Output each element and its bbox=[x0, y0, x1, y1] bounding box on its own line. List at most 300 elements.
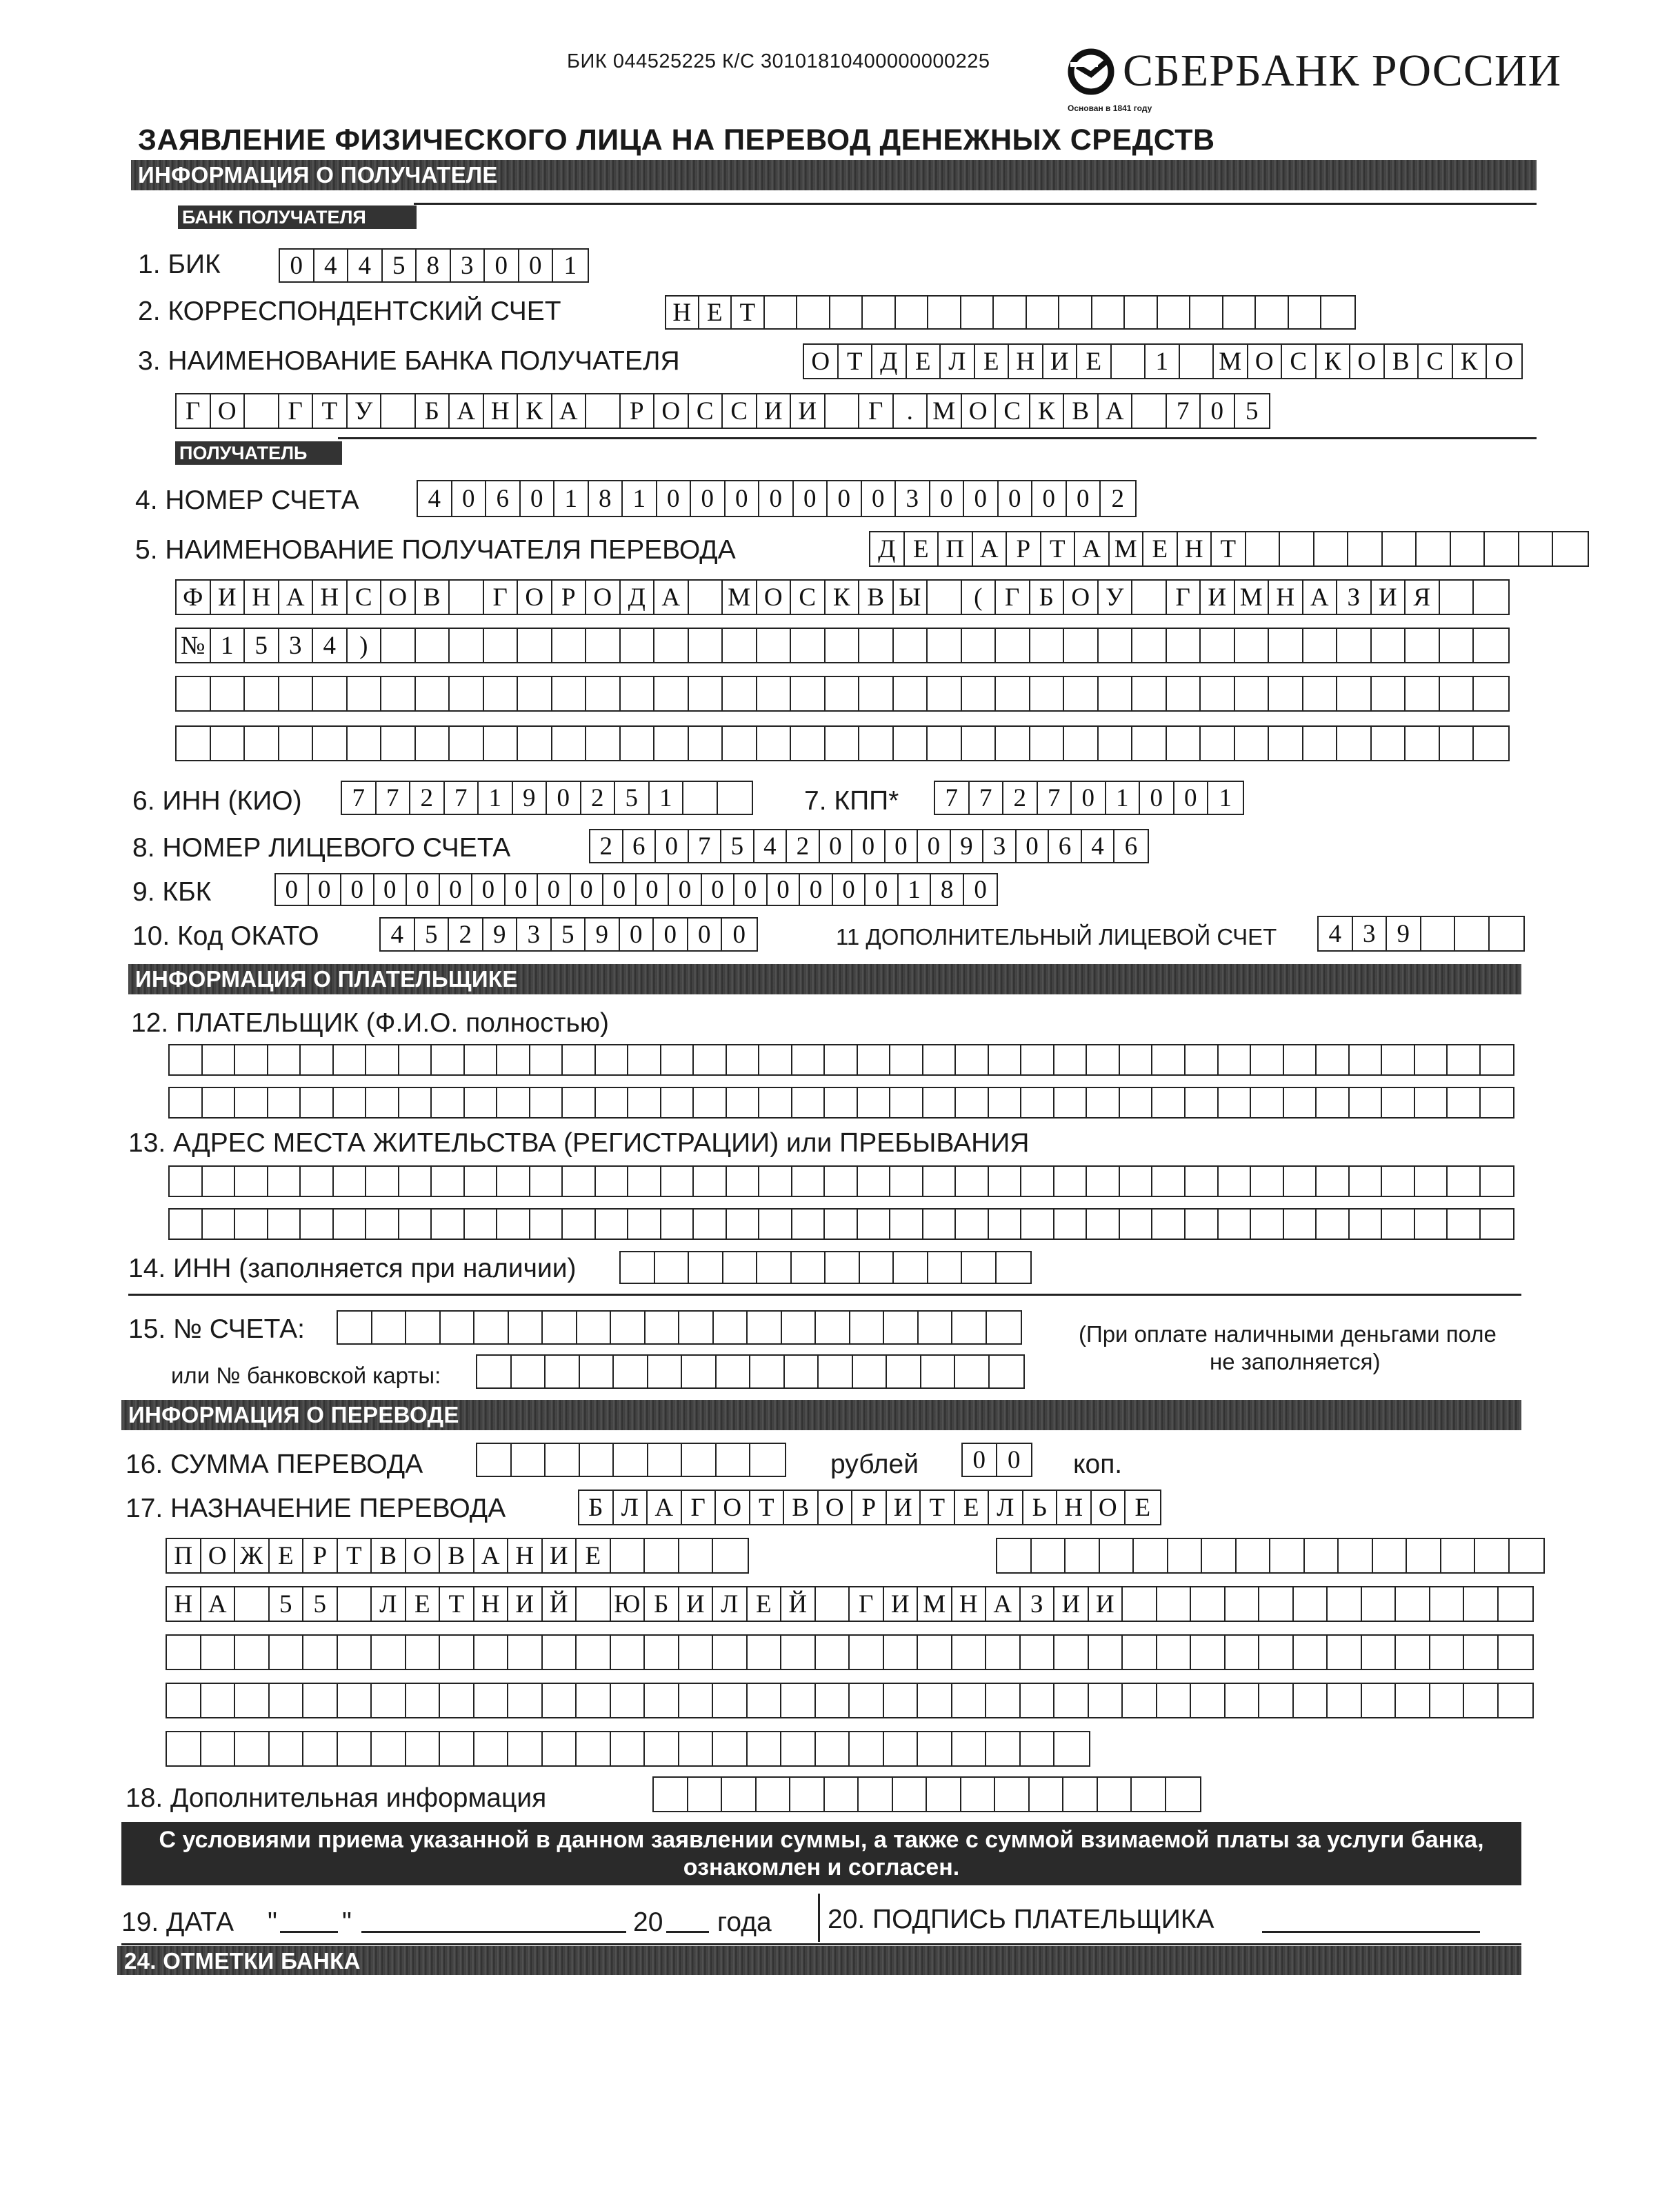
char-cell[interactable] bbox=[1120, 1045, 1153, 1074]
char-cell[interactable]: 0 bbox=[341, 874, 374, 905]
char-cell[interactable] bbox=[1337, 677, 1372, 710]
char-cell[interactable] bbox=[884, 1684, 919, 1717]
char-cell[interactable] bbox=[372, 1684, 406, 1717]
char-cell[interactable]: Н bbox=[1178, 532, 1212, 565]
char-cell[interactable] bbox=[723, 727, 757, 760]
char-cell[interactable] bbox=[661, 1088, 694, 1117]
char-cell[interactable] bbox=[782, 1312, 817, 1343]
char-cell[interactable]: Н bbox=[666, 297, 699, 328]
char-cell[interactable] bbox=[1350, 1210, 1383, 1239]
char-cell[interactable] bbox=[543, 1636, 577, 1669]
char-cell[interactable] bbox=[694, 1167, 727, 1196]
char-cell[interactable] bbox=[757, 727, 792, 760]
char-cell[interactable] bbox=[1348, 532, 1383, 565]
char-cell[interactable] bbox=[270, 1732, 304, 1765]
char-cell[interactable]: 0 bbox=[963, 1444, 997, 1476]
address-line2[interactable] bbox=[168, 1208, 1514, 1240]
char-cell[interactable] bbox=[727, 1210, 760, 1239]
char-cell[interactable]: 9 bbox=[951, 830, 984, 862]
char-cell[interactable] bbox=[1100, 1539, 1134, 1572]
payer-inn-field[interactable] bbox=[619, 1251, 1032, 1284]
char-cell[interactable] bbox=[1382, 1088, 1415, 1117]
char-cell[interactable]: 0 bbox=[866, 874, 899, 905]
char-cell[interactable] bbox=[1448, 1210, 1481, 1239]
char-cell[interactable] bbox=[654, 727, 689, 760]
char-cell[interactable] bbox=[1191, 1684, 1226, 1717]
char-cell[interactable] bbox=[1054, 1167, 1088, 1196]
char-cell[interactable]: А bbox=[973, 532, 1008, 565]
char-cell[interactable] bbox=[406, 1732, 441, 1765]
char-cell[interactable] bbox=[1066, 1539, 1100, 1572]
char-cell[interactable] bbox=[1186, 1045, 1219, 1074]
char-cell[interactable] bbox=[717, 1356, 751, 1387]
char-cell[interactable] bbox=[1440, 727, 1474, 760]
char-cell[interactable] bbox=[1054, 1045, 1088, 1074]
char-cell[interactable] bbox=[989, 1210, 1022, 1239]
char-cell[interactable]: К bbox=[826, 581, 860, 614]
char-cell[interactable] bbox=[577, 1684, 611, 1717]
char-cell[interactable] bbox=[853, 1356, 888, 1387]
char-cell[interactable] bbox=[918, 1732, 952, 1765]
char-cell[interactable] bbox=[1269, 677, 1303, 710]
char-cell[interactable] bbox=[1383, 532, 1417, 565]
char-cell[interactable]: Ж bbox=[235, 1539, 270, 1572]
char-cell[interactable] bbox=[1027, 297, 1060, 328]
char-cell[interactable] bbox=[997, 1252, 1031, 1283]
char-cell[interactable]: 0 bbox=[506, 874, 539, 905]
char-cell[interactable] bbox=[928, 297, 961, 328]
char-cell[interactable]: 0 bbox=[691, 481, 726, 516]
char-cell[interactable] bbox=[1087, 1088, 1120, 1117]
char-cell[interactable] bbox=[923, 1210, 957, 1239]
char-cell[interactable] bbox=[1219, 1167, 1252, 1196]
char-cell[interactable] bbox=[406, 1636, 441, 1669]
char-cell[interactable]: А bbox=[986, 1587, 1021, 1621]
char-cell[interactable] bbox=[1132, 394, 1167, 428]
card-number-field[interactable] bbox=[476, 1354, 1025, 1389]
char-cell[interactable] bbox=[989, 1088, 1022, 1117]
char-cell[interactable]: Е bbox=[975, 345, 1010, 378]
kpp-field[interactable] bbox=[934, 781, 1244, 815]
char-cell[interactable] bbox=[859, 727, 894, 760]
char-cell[interactable] bbox=[1481, 1045, 1514, 1074]
char-cell[interactable] bbox=[563, 1088, 596, 1117]
char-cell[interactable]: О bbox=[518, 581, 552, 614]
char-cell[interactable] bbox=[399, 1088, 432, 1117]
char-cell[interactable]: З bbox=[1337, 581, 1372, 614]
char-cell[interactable] bbox=[1167, 727, 1201, 760]
char-cell[interactable] bbox=[1317, 1088, 1350, 1117]
char-cell[interactable] bbox=[1251, 1210, 1284, 1239]
recipient-name-line1[interactable] bbox=[869, 531, 1589, 567]
char-cell[interactable] bbox=[952, 1684, 987, 1717]
char-cell[interactable] bbox=[887, 1356, 921, 1387]
char-cell[interactable]: 1 bbox=[623, 481, 657, 516]
char-cell[interactable] bbox=[577, 1636, 611, 1669]
char-cell[interactable]: Е bbox=[905, 532, 939, 565]
char-cell[interactable] bbox=[1167, 677, 1201, 710]
char-cell[interactable]: С bbox=[996, 394, 1030, 428]
char-cell[interactable] bbox=[858, 1045, 891, 1074]
char-cell[interactable]: О bbox=[804, 345, 839, 378]
char-cell[interactable] bbox=[995, 1778, 1030, 1811]
char-cell[interactable] bbox=[1099, 629, 1133, 662]
char-cell[interactable]: . bbox=[894, 394, 928, 428]
char-cell[interactable] bbox=[1481, 1210, 1514, 1239]
char-cell[interactable]: С bbox=[791, 581, 826, 614]
char-cell[interactable]: И bbox=[1043, 345, 1078, 378]
char-cell[interactable] bbox=[1396, 1684, 1430, 1717]
char-cell[interactable] bbox=[1421, 917, 1456, 950]
char-cell[interactable] bbox=[1087, 1167, 1120, 1196]
char-cell[interactable]: 0 bbox=[794, 481, 828, 516]
char-cell[interactable] bbox=[450, 581, 484, 614]
char-cell[interactable] bbox=[268, 1088, 301, 1117]
char-cell[interactable] bbox=[543, 1732, 577, 1765]
char-cell[interactable] bbox=[723, 677, 757, 710]
char-cell[interactable] bbox=[211, 727, 246, 760]
char-cell[interactable] bbox=[727, 1167, 760, 1196]
char-cell[interactable] bbox=[850, 1732, 884, 1765]
char-cell[interactable] bbox=[713, 1636, 748, 1669]
char-cell[interactable] bbox=[474, 1636, 509, 1669]
char-cell[interactable]: 1 bbox=[479, 782, 513, 814]
char-cell[interactable] bbox=[167, 1732, 201, 1765]
char-cell[interactable] bbox=[894, 629, 928, 662]
char-cell[interactable] bbox=[1054, 1684, 1089, 1717]
char-cell[interactable] bbox=[679, 1539, 714, 1572]
char-cell[interactable] bbox=[722, 1778, 757, 1811]
char-cell[interactable] bbox=[791, 629, 826, 662]
char-cell[interactable] bbox=[338, 1636, 372, 1669]
purpose-line5[interactable] bbox=[166, 1683, 1534, 1718]
char-cell[interactable] bbox=[614, 1444, 648, 1476]
char-cell[interactable]: 3 bbox=[1353, 917, 1388, 950]
char-cell[interactable]: Ю bbox=[611, 1587, 646, 1621]
char-cell[interactable]: Г bbox=[996, 581, 1030, 614]
char-cell[interactable] bbox=[552, 677, 587, 710]
char-cell[interactable]: 5 bbox=[415, 919, 450, 950]
char-cell[interactable] bbox=[1235, 677, 1270, 710]
char-cell[interactable]: 0 bbox=[930, 481, 965, 516]
char-cell[interactable] bbox=[816, 1636, 850, 1669]
char-cell[interactable] bbox=[614, 1356, 648, 1387]
char-cell[interactable]: А bbox=[1075, 532, 1110, 565]
char-cell[interactable] bbox=[432, 1045, 465, 1074]
char-cell[interactable]: Н bbox=[313, 581, 348, 614]
char-cell[interactable]: А bbox=[474, 1539, 509, 1572]
char-cell[interactable]: 0 bbox=[538, 874, 571, 905]
char-cell[interactable] bbox=[1120, 1088, 1153, 1117]
char-cell[interactable]: Г bbox=[484, 581, 519, 614]
char-cell[interactable] bbox=[552, 727, 587, 760]
char-cell[interactable]: И bbox=[1054, 1587, 1089, 1621]
char-cell[interactable] bbox=[792, 1045, 826, 1074]
char-cell[interactable]: Г bbox=[279, 394, 314, 428]
char-cell[interactable]: 0 bbox=[485, 250, 519, 281]
char-cell[interactable]: Г bbox=[177, 394, 211, 428]
char-cell[interactable] bbox=[245, 677, 279, 710]
char-cell[interactable] bbox=[1063, 1778, 1098, 1811]
char-cell[interactable] bbox=[1303, 629, 1338, 662]
char-cell[interactable]: К bbox=[1317, 345, 1351, 378]
char-cell[interactable]: Л bbox=[941, 345, 975, 378]
char-cell[interactable]: 2 bbox=[410, 782, 445, 814]
char-cell[interactable] bbox=[1475, 1539, 1510, 1572]
char-cell[interactable] bbox=[348, 727, 382, 760]
char-cell[interactable] bbox=[816, 1587, 850, 1621]
char-cell[interactable]: 6 bbox=[486, 481, 521, 516]
char-cell[interactable]: 0 bbox=[862, 481, 897, 516]
corr-account-field[interactable] bbox=[665, 295, 1356, 330]
char-cell[interactable] bbox=[381, 394, 416, 428]
char-cell[interactable] bbox=[956, 1167, 989, 1196]
char-cell[interactable] bbox=[628, 1045, 661, 1074]
char-cell[interactable]: Й bbox=[781, 1587, 816, 1621]
char-cell[interactable] bbox=[1415, 1045, 1448, 1074]
char-cell[interactable] bbox=[890, 1088, 923, 1117]
char-cell[interactable] bbox=[334, 1167, 367, 1196]
char-cell[interactable] bbox=[1089, 1684, 1123, 1717]
char-cell[interactable] bbox=[497, 1167, 530, 1196]
char-cell[interactable]: 0 bbox=[452, 481, 487, 516]
char-cell[interactable] bbox=[694, 1210, 727, 1239]
char-cell[interactable] bbox=[201, 1732, 236, 1765]
char-cell[interactable]: Ь bbox=[1023, 1491, 1058, 1524]
char-cell[interactable] bbox=[994, 297, 1027, 328]
char-cell[interactable] bbox=[1284, 1210, 1317, 1239]
char-cell[interactable] bbox=[1510, 1539, 1544, 1572]
char-cell[interactable] bbox=[816, 1732, 850, 1765]
char-cell[interactable]: 5 bbox=[1246, 397, 1259, 425]
char-cell[interactable] bbox=[997, 1539, 1032, 1572]
date-year-line[interactable] bbox=[666, 1931, 709, 1933]
char-cell[interactable] bbox=[432, 1210, 465, 1239]
char-cell[interactable]: О bbox=[819, 1491, 853, 1524]
char-cell[interactable] bbox=[372, 1636, 406, 1669]
char-cell[interactable] bbox=[1321, 297, 1354, 328]
char-cell[interactable] bbox=[474, 1312, 509, 1343]
char-cell[interactable]: 0 bbox=[999, 481, 1033, 516]
char-cell[interactable] bbox=[1152, 1167, 1186, 1196]
date-day-line[interactable] bbox=[280, 1931, 338, 1933]
char-cell[interactable] bbox=[586, 727, 621, 760]
char-cell[interactable] bbox=[826, 394, 860, 428]
char-cell[interactable] bbox=[399, 1210, 432, 1239]
char-cell[interactable]: Д bbox=[621, 581, 655, 614]
char-cell[interactable]: 0 bbox=[800, 874, 833, 905]
char-cell[interactable] bbox=[1166, 1778, 1201, 1811]
char-cell[interactable] bbox=[1337, 727, 1372, 760]
char-cell[interactable]: 6 bbox=[623, 830, 657, 862]
char-cell[interactable] bbox=[1455, 917, 1490, 950]
char-cell[interactable] bbox=[235, 1045, 268, 1074]
char-cell[interactable] bbox=[956, 1088, 989, 1117]
char-cell[interactable]: Т bbox=[750, 1491, 785, 1524]
char-cell[interactable] bbox=[440, 1732, 474, 1765]
char-cell[interactable] bbox=[381, 727, 416, 760]
char-cell[interactable]: Р bbox=[852, 1491, 887, 1524]
char-cell[interactable] bbox=[303, 1636, 338, 1669]
payer-name-line2[interactable] bbox=[168, 1087, 1514, 1119]
char-cell[interactable] bbox=[1481, 1167, 1514, 1196]
char-cell[interactable]: 5 bbox=[270, 1587, 304, 1621]
char-cell[interactable] bbox=[338, 1587, 372, 1621]
char-cell[interactable] bbox=[713, 1539, 748, 1572]
char-cell[interactable] bbox=[268, 1045, 301, 1074]
char-cell[interactable]: 3 bbox=[451, 250, 486, 281]
char-cell[interactable]: Н bbox=[167, 1587, 201, 1621]
char-cell[interactable] bbox=[366, 1167, 399, 1196]
char-cell[interactable] bbox=[450, 677, 484, 710]
char-cell[interactable]: 2 bbox=[590, 830, 623, 862]
char-cell[interactable] bbox=[648, 1356, 683, 1387]
char-cell[interactable] bbox=[1474, 727, 1508, 760]
char-cell[interactable] bbox=[1132, 677, 1167, 710]
char-cell[interactable]: 0 bbox=[1067, 481, 1101, 516]
char-cell[interactable] bbox=[1054, 1636, 1089, 1669]
char-cell[interactable] bbox=[748, 1312, 782, 1343]
purpose-line2-right[interactable] bbox=[996, 1538, 1545, 1574]
char-cell[interactable] bbox=[689, 581, 723, 614]
char-cell[interactable]: Н bbox=[245, 581, 279, 614]
char-cell[interactable]: 0 bbox=[688, 919, 723, 950]
char-cell[interactable]: 3 bbox=[896, 481, 930, 516]
char-cell[interactable] bbox=[1089, 1636, 1123, 1669]
char-cell[interactable] bbox=[1373, 1539, 1408, 1572]
char-cell[interactable] bbox=[518, 727, 552, 760]
char-cell[interactable] bbox=[530, 1088, 563, 1117]
char-cell[interactable]: М bbox=[1214, 345, 1248, 378]
char-cell[interactable]: Е bbox=[907, 345, 941, 378]
char-cell[interactable] bbox=[893, 1778, 928, 1811]
char-cell[interactable]: 0 bbox=[828, 481, 862, 516]
char-cell[interactable]: Н bbox=[484, 394, 519, 428]
char-cell[interactable] bbox=[923, 1088, 957, 1117]
char-cell[interactable] bbox=[1219, 1045, 1252, 1074]
char-cell[interactable] bbox=[497, 1045, 530, 1074]
char-cell[interactable] bbox=[961, 1778, 996, 1811]
char-cell[interactable]: Д bbox=[870, 532, 905, 565]
kbk-field[interactable] bbox=[274, 873, 998, 906]
char-cell[interactable] bbox=[1396, 1587, 1430, 1621]
char-cell[interactable] bbox=[465, 1210, 498, 1239]
char-cell[interactable]: В bbox=[1064, 394, 1099, 428]
char-cell[interactable] bbox=[987, 1312, 1021, 1343]
bik-field[interactable] bbox=[279, 248, 589, 283]
char-cell[interactable]: 0 bbox=[309, 874, 342, 905]
char-cell[interactable] bbox=[301, 1167, 334, 1196]
char-cell[interactable]: Е bbox=[748, 1587, 782, 1621]
char-cell[interactable] bbox=[661, 1045, 694, 1074]
char-cell[interactable]: 5 bbox=[383, 250, 417, 281]
char-cell[interactable] bbox=[894, 1252, 928, 1283]
char-cell[interactable]: Б bbox=[416, 394, 450, 428]
char-cell[interactable] bbox=[518, 677, 552, 710]
char-cell[interactable] bbox=[1256, 297, 1289, 328]
char-cell[interactable] bbox=[1417, 532, 1451, 565]
char-cell[interactable] bbox=[896, 297, 929, 328]
char-cell[interactable]: 5 bbox=[245, 629, 279, 662]
amount-kopecks-field[interactable] bbox=[961, 1443, 1032, 1477]
char-cell[interactable] bbox=[962, 727, 997, 760]
char-cell[interactable]: О bbox=[1350, 345, 1385, 378]
char-cell[interactable] bbox=[1191, 1587, 1226, 1621]
char-cell[interactable]: 0 bbox=[833, 874, 866, 905]
char-cell[interactable] bbox=[484, 677, 519, 710]
char-cell[interactable] bbox=[1021, 1167, 1054, 1196]
char-cell[interactable] bbox=[450, 727, 484, 760]
char-cell[interactable] bbox=[270, 1636, 304, 1669]
char-cell[interactable]: 2 bbox=[581, 782, 616, 814]
char-cell[interactable]: М bbox=[928, 394, 962, 428]
char-cell[interactable] bbox=[372, 1732, 406, 1765]
char-cell[interactable] bbox=[530, 1045, 563, 1074]
char-cell[interactable] bbox=[1021, 1088, 1054, 1117]
char-cell[interactable]: Л bbox=[614, 1491, 648, 1524]
char-cell[interactable]: 0 bbox=[276, 874, 309, 905]
char-cell[interactable] bbox=[1021, 1636, 1055, 1669]
char-cell[interactable]: В bbox=[784, 1491, 819, 1524]
char-cell[interactable]: 0 bbox=[1201, 394, 1235, 428]
char-cell[interactable] bbox=[1317, 1045, 1350, 1074]
char-cell[interactable] bbox=[1099, 727, 1133, 760]
char-cell[interactable] bbox=[825, 1045, 858, 1074]
char-cell[interactable] bbox=[303, 1732, 338, 1765]
char-cell[interactable] bbox=[1125, 297, 1158, 328]
char-cell[interactable] bbox=[440, 1636, 474, 1669]
char-cell[interactable] bbox=[826, 1252, 860, 1283]
char-cell[interactable]: 1 bbox=[1146, 345, 1180, 378]
char-cell[interactable] bbox=[661, 1210, 694, 1239]
char-cell[interactable]: С bbox=[1419, 345, 1453, 378]
char-cell[interactable] bbox=[927, 1778, 961, 1811]
char-cell[interactable]: 3 bbox=[279, 629, 314, 662]
char-cell[interactable] bbox=[270, 1684, 304, 1717]
char-cell[interactable]: З bbox=[1021, 1587, 1055, 1621]
char-cell[interactable]: 0 bbox=[669, 874, 702, 905]
char-cell[interactable] bbox=[338, 1684, 372, 1717]
char-cell[interactable] bbox=[1186, 1210, 1219, 1239]
char-cell[interactable] bbox=[928, 629, 962, 662]
char-cell[interactable] bbox=[1499, 1587, 1533, 1621]
char-cell[interactable] bbox=[1382, 1045, 1415, 1074]
char-cell[interactable]: А bbox=[450, 394, 484, 428]
char-cell[interactable]: 4 bbox=[348, 250, 383, 281]
char-cell[interactable] bbox=[996, 677, 1030, 710]
char-cell[interactable] bbox=[694, 1088, 727, 1117]
char-cell[interactable] bbox=[952, 1312, 987, 1343]
char-cell[interactable] bbox=[416, 629, 450, 662]
char-cell[interactable] bbox=[170, 1210, 203, 1239]
char-cell[interactable] bbox=[654, 629, 689, 662]
char-cell[interactable] bbox=[962, 677, 997, 710]
char-cell[interactable] bbox=[826, 677, 860, 710]
char-cell[interactable] bbox=[859, 677, 894, 710]
char-cell[interactable] bbox=[399, 1167, 432, 1196]
char-cell[interactable] bbox=[1259, 1587, 1294, 1621]
char-cell[interactable]: Й bbox=[543, 1587, 577, 1621]
char-cell[interactable]: Д bbox=[872, 345, 907, 378]
char-cell[interactable]: Б bbox=[645, 1587, 679, 1621]
char-cell[interactable] bbox=[1168, 1539, 1203, 1572]
char-cell[interactable] bbox=[399, 1045, 432, 1074]
char-cell[interactable]: А bbox=[201, 1587, 236, 1621]
char-cell[interactable] bbox=[530, 1167, 563, 1196]
char-cell[interactable] bbox=[1280, 532, 1314, 565]
char-cell[interactable] bbox=[689, 1252, 723, 1283]
char-cell[interactable] bbox=[679, 1312, 714, 1343]
